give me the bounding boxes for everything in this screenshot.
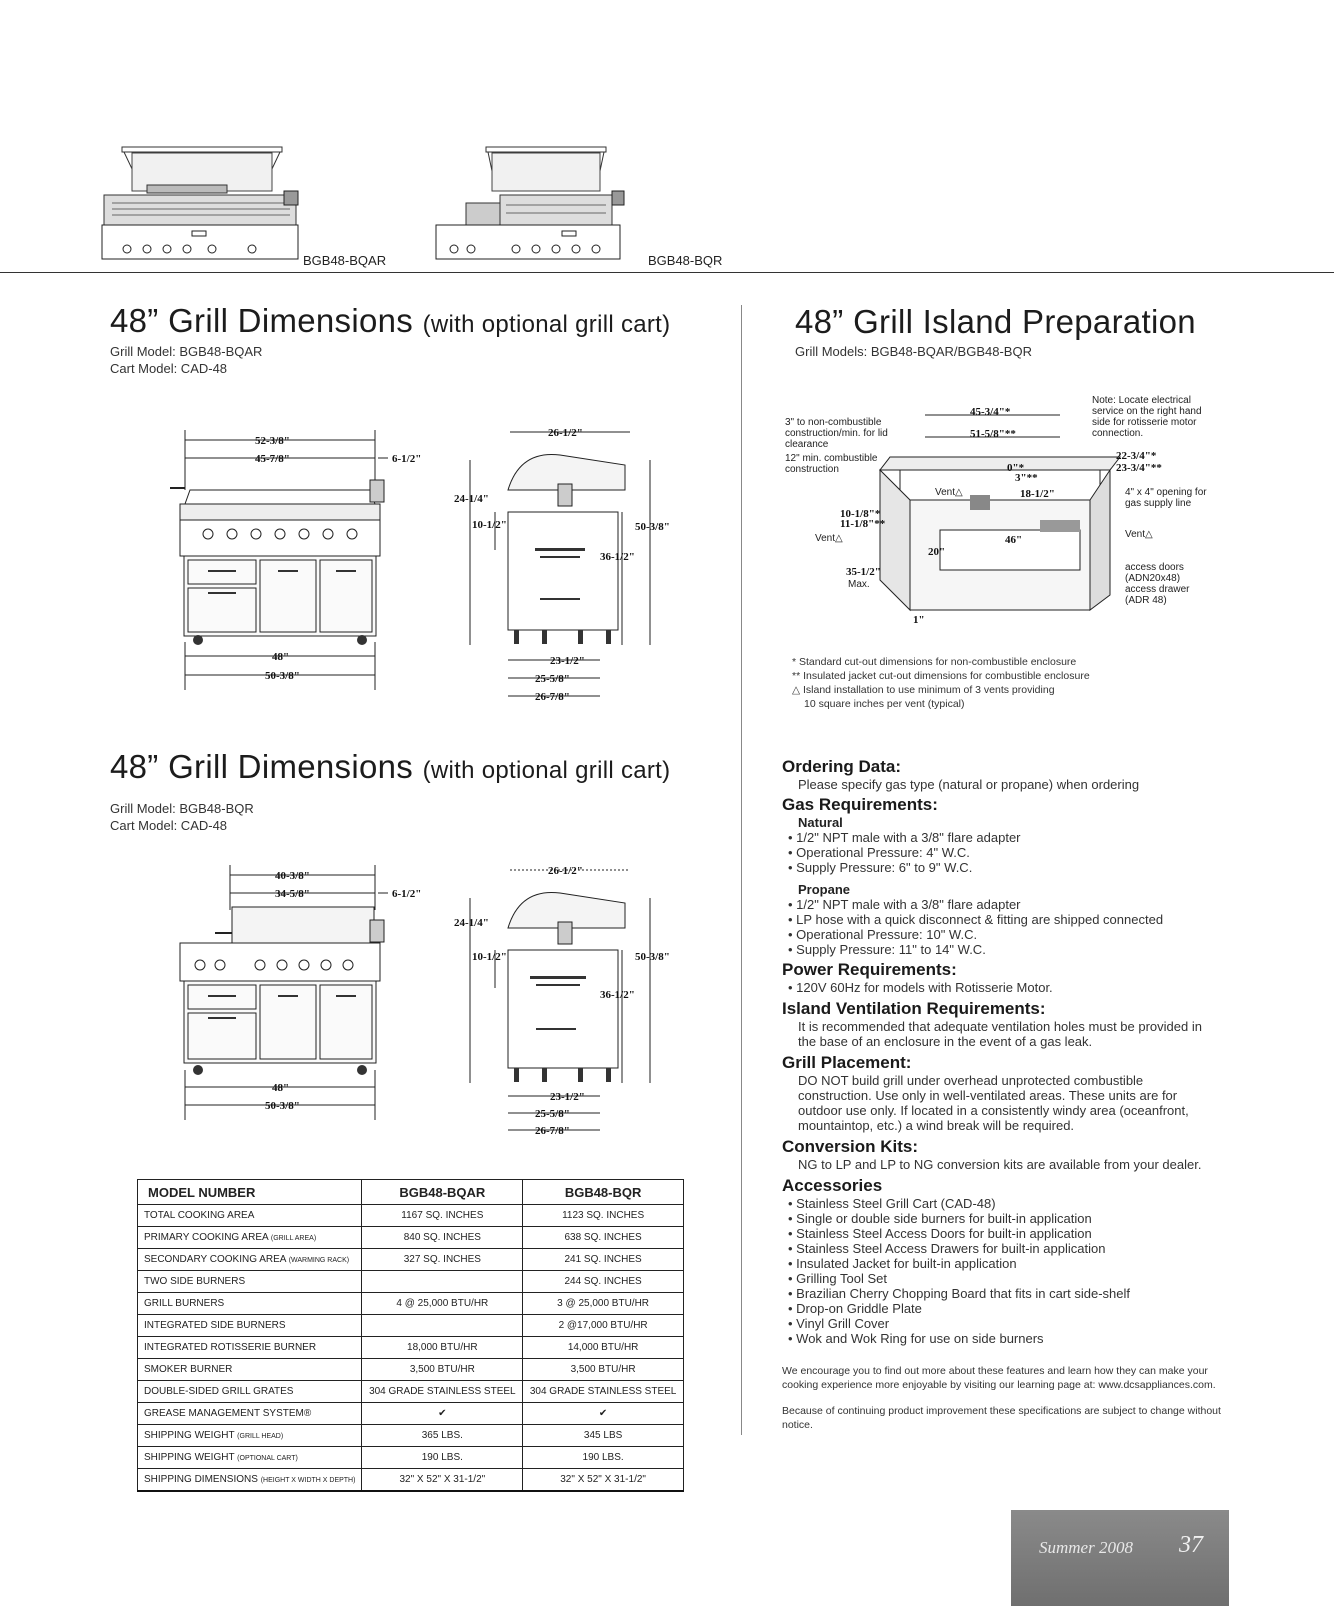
island-d1: 45-3/4"* [970, 406, 1011, 418]
list-item: • Brazilian Cherry Chopping Board that fits in cart side-shelf [782, 1286, 1242, 1301]
dims2-b2: 50-3/8" [265, 1100, 300, 1112]
island-d13: Max. [848, 579, 870, 590]
island-title: 48” Grill Island Preparation [795, 303, 1196, 340]
list-item: • Vinyl Grill Cover [782, 1316, 1242, 1331]
grill-image-bgb48-bqr [436, 145, 626, 267]
gas-propane-title: Propane [798, 882, 851, 897]
grill-image-bgb48-bqar [102, 145, 302, 267]
dims1-title: 48” Grill Dimensions (with optional grill cart) [110, 302, 671, 339]
spec-value-bqar [362, 1315, 523, 1337]
spec-header-row [138, 1180, 684, 1205]
table-row [138, 1249, 684, 1271]
column-divider [741, 305, 742, 1435]
spec-text-column [782, 757, 1242, 1432]
spec-label: SHIPPING WEIGHT (OPTIONAL CART) [138, 1447, 362, 1469]
spec-value-bqar: 18,000 BTU/HR [362, 1337, 523, 1359]
island-d14: 1" [913, 614, 925, 626]
island-noncomb-3: 12" min. combustible [785, 453, 878, 464]
power-list [782, 980, 1242, 995]
island-d8: 10-1/8"* [840, 508, 881, 520]
island-d12: 35-1/2" [846, 566, 881, 578]
spec-label: SHIPPING WEIGHT (GRILL HEAD) [138, 1425, 362, 1447]
island-d2: 51-5/8"** [970, 428, 1016, 440]
spec-label: GREASE MANAGEMENT SYSTEM® [138, 1403, 362, 1425]
island-d9: 11-1/8"** [840, 518, 886, 530]
badge-season: Summer 2008 [1039, 1538, 1133, 1557]
table-row [138, 1337, 684, 1359]
table-row [138, 1227, 684, 1249]
list-item: • Stainless Steel Grill Cart (CAD-48) [782, 1196, 1242, 1211]
dims1-s-h4: 36-1/2" [600, 551, 635, 563]
dims1-side-drawing [450, 420, 690, 720]
gas-natural-list [782, 830, 1242, 875]
gas-propane-list [782, 897, 1242, 957]
spec-value-bqar: 327 SQ. INCHES [362, 1249, 523, 1271]
dims2-s-h2: 10-1/2" [472, 951, 507, 963]
table-row [138, 1403, 684, 1425]
conversion-text: NG to LP and LP to NG conversion kits are available from your dealer. [798, 1157, 1202, 1172]
spec-label: GRILL BURNERS [138, 1293, 362, 1315]
ventilation-title: Island Ventilation Requirements: [782, 999, 1046, 1018]
list-item: • Stainless Steel Access Drawers for built-in application [782, 1241, 1242, 1256]
page-badge [1011, 1510, 1229, 1606]
island-noncomb-4: construction [785, 464, 839, 475]
list-item: • Operational Pressure: 10" W.C. [782, 927, 1242, 942]
spec-value-bqar: 365 LBS. [362, 1425, 523, 1447]
spec-value-bqar: ✔ [362, 1403, 523, 1425]
placement-text: DO NOT build grill under overhead unprotected combustible construction. Use only in well-ventilated areas. These units are for outdoor use only. If located in a consistently windy area (oceanfront, mountaintop, etc.) a wind break will be required. [798, 1073, 1189, 1133]
island-notes: * Standard cut-out dimensions for non-combustible enclosure ** Insulated jacket cut-out dimensions for combustible enclosure △ Island installation to use minimum of 3 vents providing 10 square inches per vent (typical) [792, 656, 1090, 710]
dims1-s-h3: 50-3/8" [635, 521, 670, 533]
island-note-3: connection. [1092, 428, 1144, 439]
spec-value-bqr: 32" X 52" X 31-1/2" [523, 1469, 684, 1492]
table-row [138, 1205, 684, 1227]
spec-label: SHIPPING DIMENSIONS (HEIGHT X WIDTH X DEPTH) [138, 1469, 362, 1492]
table-row [138, 1359, 684, 1381]
conversion-title: Conversion Kits: [782, 1137, 919, 1156]
island-models: Grill Models: BGB48-BQAR/BGB48-BQR [795, 344, 1032, 359]
power-title: Power Requirements: [782, 960, 957, 979]
spec-value-bqr: 1123 SQ. INCHES [523, 1205, 684, 1227]
spec-value-bqar: 840 SQ. INCHES [362, 1227, 523, 1249]
spec-value-bqr: 638 SQ. INCHES [523, 1227, 684, 1249]
spec-label: SMOKER BURNER [138, 1359, 362, 1381]
dims2-s-d2: 25-5/8" [535, 1108, 570, 1120]
spec-header: MODEL NUMBER [138, 1180, 362, 1205]
spec-header: BGB48-BQR [523, 1180, 684, 1205]
page-number: 37 [1179, 1532, 1203, 1558]
table-row [138, 1271, 684, 1293]
island-d10: 46" [1005, 534, 1023, 546]
dims2-front-drawing [170, 865, 430, 1145]
spec-label: TWO SIDE BURNERS [138, 1271, 362, 1293]
spec-value-bqr: 304 GRADE STAINLESS STEEL [523, 1381, 684, 1403]
table-row [138, 1315, 684, 1337]
table-row [138, 1447, 684, 1469]
island-vent-2: Vent△ [815, 533, 843, 544]
spec-value-bqr: 3 @ 25,000 BTU/HR [523, 1293, 684, 1315]
dims2-grill-model: Grill Model: BGB48-BQR [110, 801, 254, 816]
spec-value-bqr: 241 SQ. INCHES [523, 1249, 684, 1271]
spec-value-bqr: 345 LBS [523, 1425, 684, 1447]
gas-natural-title: Natural [798, 815, 843, 830]
dims2-side: 6-1/2" [392, 888, 422, 900]
spec-value-bqr: 244 SQ. INCHES [523, 1271, 684, 1293]
list-item: • Drop-on Griddle Plate [782, 1301, 1242, 1316]
ordering-text: Please specify gas type (natural or propane) when ordering [798, 777, 1140, 792]
spec-label: SECONDARY COOKING AREA (WARMING RACK) [138, 1249, 362, 1271]
island-d4: 23-3/4"** [1116, 462, 1162, 474]
island-vent-3: Vent△ [1125, 529, 1153, 540]
dims1-b1: 48" [272, 651, 290, 663]
spec-header: BGB48-BQAR [362, 1180, 523, 1205]
list-item: • Grilling Tool Set [782, 1271, 1242, 1286]
spec-value-bqr: 3,500 BTU/HR [523, 1359, 684, 1381]
spec-value-bqr: 190 LBS. [523, 1447, 684, 1469]
table-row [138, 1293, 684, 1315]
island-noncomb-1: construction/min. for lid [785, 428, 888, 439]
island-opening-0: 4" x 4" opening for [1125, 487, 1207, 498]
spec-value-bqr: ✔ [523, 1403, 684, 1425]
accessories-title: Accessories [782, 1176, 883, 1195]
model-caption-bqr: BGB48-BQR [648, 253, 723, 268]
spec-label: DOUBLE-SIDED GRILL GRATES [138, 1381, 362, 1403]
dims2-side-drawing [450, 858, 690, 1158]
spec-table [137, 1179, 684, 1492]
accessories-list [782, 1196, 1242, 1346]
island-note-1: service on the right hand [1092, 406, 1202, 417]
dims2-s-h1: 24-1/4" [454, 917, 489, 929]
table-row [138, 1469, 684, 1492]
dims2-title: 48” Grill Dimensions (with optional grill cart) [110, 748, 671, 785]
list-item: • Stainless Steel Access Doors for built-in application [782, 1226, 1242, 1241]
dims2-s-d3: 26-7/8" [535, 1125, 570, 1137]
dims2-w1: 40-3/8" [275, 870, 310, 882]
list-item: • Supply Pressure: 6" to 9" W.C. [782, 860, 1242, 875]
spec-value-bqr: 14,000 BTU/HR [523, 1337, 684, 1359]
list-item: • Single or double side burners for built-in application [782, 1211, 1242, 1226]
top-divider [0, 272, 1334, 273]
island-d5: 0"* [1007, 462, 1025, 474]
island-opening-1: gas supply line [1125, 498, 1192, 509]
ventilation-text: It is recommended that adequate ventilation holes must be provided in the base of an enclosure in the event of a gas leak. [798, 1019, 1202, 1049]
dims2-s-top: 26-1/2" [548, 865, 583, 877]
island-access-0: access doors [1125, 562, 1184, 573]
island-access-3: (ADR 48) [1125, 595, 1167, 606]
dims1-cart-model: Cart Model: CAD-48 [110, 361, 228, 376]
dims1-w2: 45-7/8" [255, 453, 290, 465]
dims1-w1: 52-3/8" [255, 435, 290, 447]
island-noncomb-2: clearance [785, 439, 829, 450]
spec-value-bqar: 4 @ 25,000 BTU/HR [362, 1293, 523, 1315]
footer-encourage: We encourage you to find out more about these features and learn how they can make your cooking experience more enjoyable by visiting our learning page at: www.dcsappliances.com. [782, 1365, 1216, 1391]
list-item: • LP hose with a quick disconnect & fitting are shipped connected [782, 912, 1242, 927]
table-row [138, 1425, 684, 1447]
dims2-w2: 34-5/8" [275, 888, 310, 900]
island-drawing [780, 395, 1230, 655]
gas-title: Gas Requirements: [782, 795, 938, 814]
island-d11: 20" [928, 546, 946, 558]
spec-label: INTEGRATED SIDE BURNERS [138, 1315, 362, 1337]
dims1-s-top: 26-1/2" [548, 427, 583, 439]
dims1-grill-model: Grill Model: BGB48-BQAR [110, 344, 263, 359]
spec-value-bqar: 1167 SQ. INCHES [362, 1205, 523, 1227]
dims2-cart-model: Cart Model: CAD-48 [110, 818, 228, 833]
dims1-s-d1: 23-1/2" [550, 655, 585, 667]
island-note-2: side for rotisserie motor [1092, 417, 1197, 428]
island-access-1: (ADN20x48) [1125, 573, 1181, 584]
spec-label: TOTAL COOKING AREA [138, 1205, 362, 1227]
list-item: • Wok and Wok Ring for use on side burners [782, 1331, 1242, 1346]
dims2-b1: 48" [272, 1082, 290, 1094]
spec-value-bqar [362, 1271, 523, 1293]
footer-disclaimer: Because of continuing product improvement these specifications are subject to change without notice. [782, 1405, 1221, 1431]
island-note-0: Note: Locate electrical [1092, 395, 1191, 406]
spec-label: PRIMARY COOKING AREA (GRILL AREA) [138, 1227, 362, 1249]
spec-label: INTEGRATED ROTISSERIE BURNER [138, 1337, 362, 1359]
list-item: • 120V 60Hz for models with Rotisserie Motor. [782, 980, 1242, 995]
island-d7: 18-1/2" [1020, 488, 1055, 500]
dims1-b2: 50-3/8" [265, 670, 300, 682]
spec-value-bqar: 304 GRADE STAINLESS STEEL [362, 1381, 523, 1403]
dims1-s-d2: 25-5/8" [535, 673, 570, 685]
list-item: • Supply Pressure: 11" to 14" W.C. [782, 942, 1242, 957]
model-caption-bqar: BGB48-BQAR [303, 253, 387, 268]
list-item: • Operational Pressure: 4" W.C. [782, 845, 1242, 860]
placement-title: Grill Placement: [782, 1053, 912, 1072]
dims1-s-d3: 26-7/8" [535, 691, 570, 703]
island-vent-1: Vent△ [935, 487, 963, 498]
list-item: • 1/2" NPT male with a 3/8" flare adapter [782, 830, 1242, 845]
island-d3: 22-3/4"* [1116, 450, 1157, 462]
table-row [138, 1381, 684, 1403]
island-noncomb-0: 3" to non-combustible [785, 417, 882, 428]
dims1-s-h2: 10-1/2" [472, 519, 507, 531]
island-access-2: access drawer [1125, 584, 1190, 595]
spec-value-bqr: 2 @17,000 BTU/HR [523, 1315, 684, 1337]
list-item: • Insulated Jacket for built-in application [782, 1256, 1242, 1271]
dims1-s-h1: 24-1/4" [454, 493, 489, 505]
list-item: • 1/2" NPT male with a 3/8" flare adapter [782, 897, 1242, 912]
dims2-s-h3: 50-3/8" [635, 951, 670, 963]
spec-value-bqar: 32" X 52" X 31-1/2" [362, 1469, 523, 1492]
dims1-front-drawing [170, 430, 430, 710]
dims2-s-h4: 36-1/2" [600, 989, 635, 1001]
spec-value-bqar: 3,500 BTU/HR [362, 1359, 523, 1381]
dims2-s-d1: 23-1/2" [550, 1091, 585, 1103]
island-d6: 3"** [1015, 472, 1038, 484]
spec-value-bqar: 190 LBS. [362, 1447, 523, 1469]
ordering-title: Ordering Data: [782, 757, 902, 776]
dims1-side: 6-1/2" [392, 453, 422, 465]
